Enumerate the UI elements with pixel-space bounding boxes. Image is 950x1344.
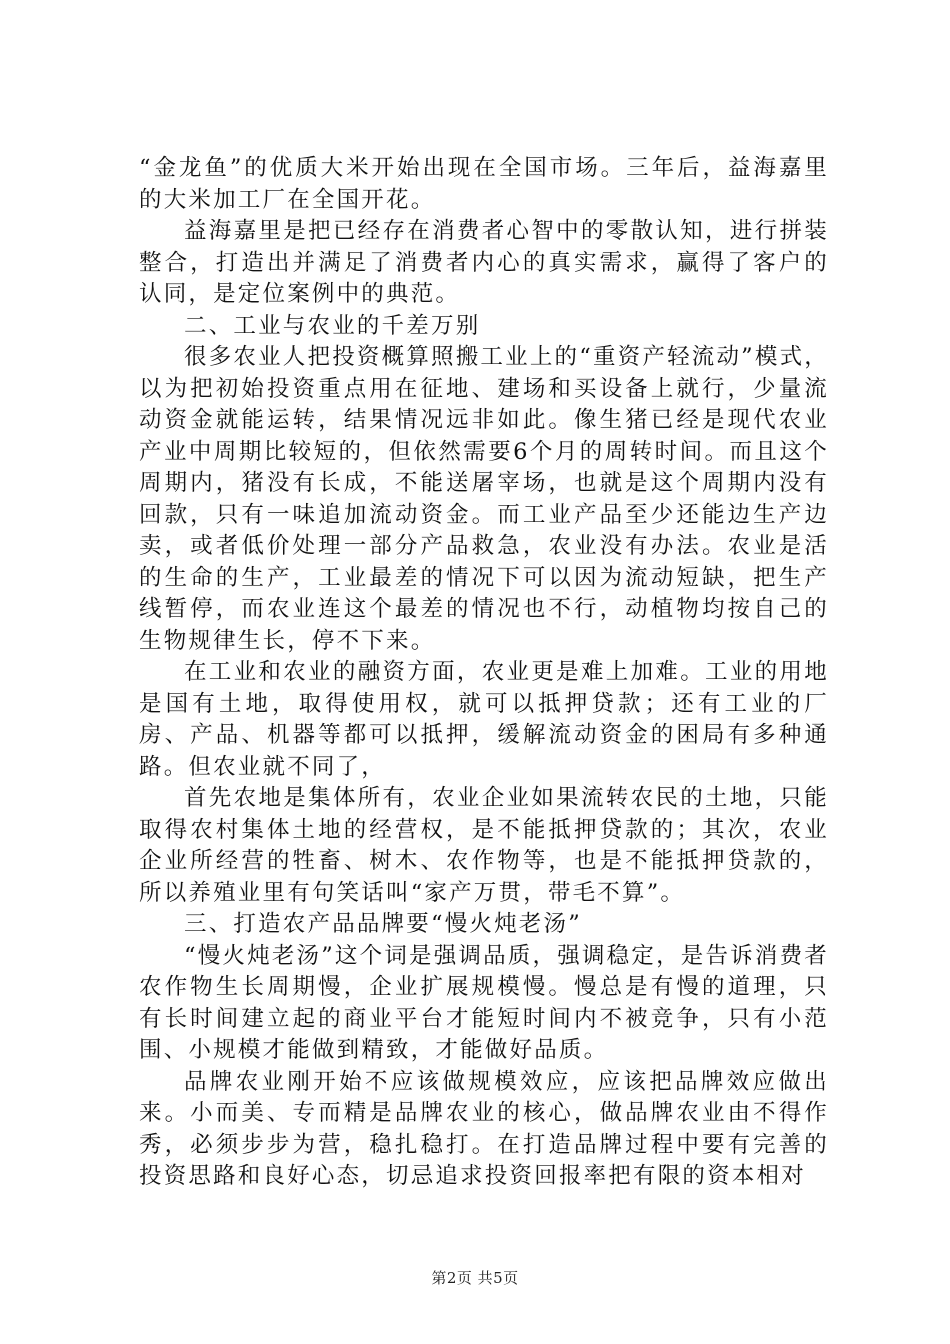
paragraph-2: 益海嘉里是把已经存在消费者心智中的零散认知，进行拼装整合，打造出并满足了消费者内心的真实需求，赢得了客户的认同，是定位案例中的典范。 — [139, 218, 829, 307]
paragraph-4: 在工业和农业的融资方面，农业更是难上加难。工业的用地是国有土地，取得使用权，就可以抵押贷款；还有工业的厂房、产品、机器等都可以抵押，缓解流动资金的困局有多种通路。但农业就不同了， — [139, 659, 829, 780]
document-body — [139, 153, 829, 1193]
paragraph-6: “慢火炖老汤”这个词是强调品质，强调稳定，是告诉消费者农作物生长周期慢，企业扩展规模慢。慢总是有慢的道理，只有长时间建立起的商业平台才能短时间内不被竞争，只有小范围、小规模才能做到精致，才能做好品质。 — [139, 942, 829, 1063]
section-heading-3: 三、打造农产品品牌要“慢火炖老汤” — [184, 911, 582, 937]
page-footer: 第2页 共5页 — [431, 1269, 519, 1287]
paragraph-1: “金龙鱼”的优质大米开始出现在全国市场。三年后，益海嘉里的大米加工厂在全国开花。 — [139, 155, 829, 213]
paragraph-3: 很多农业人把投资概算照搬工业上的“重资产轻流动”模式，以为把初始投资重点用在征地、建场和买设备上就行，少量流动资金就能运转，结果情况远非如此。像生猪已经是现代农业产业中周期比较短的，但依然需要6个月的周转时间。而且这个周期内，猪没有长成，不能送屠宰场，也就是这个周期内没有回款，只有一味追加流动资金。而工业产品至少还能边生产边卖，或者低价处理一部分产品救急，农业没有办法。农业是活的生命的生产，工业最差的情况下可以因为流动短缺，把生产线暂停，而农业连这个最差的情况也不行，动植物均按自己的生物规律生长，停不下来。 — [139, 344, 829, 654]
section-heading-2: 二、工业与农业的千差万别 — [184, 312, 481, 339]
paragraph-5: 首先农地是集体所有，农业企业如果流转农民的土地，只能取得农村集体土地的经营权，是不能抵押贷款的；其次，农业企业所经营的牲畜、树木、农作物等，也是不能抵押贷款的，所以养殖业里有句笑话叫“家产万贯，带毛不算”。 — [139, 785, 829, 906]
paragraph-7: 品牌农业刚开始不应该做规模效应，应该把品牌效应做出来。小而美、专而精是品牌农业的核心，做品牌农业由不得作秀，必须步步为营，稳扎稳打。在打造品牌过程中要有完善的投资思路和良好心态，切忌追求投资回报率把有限的资本相对 — [139, 1068, 829, 1189]
